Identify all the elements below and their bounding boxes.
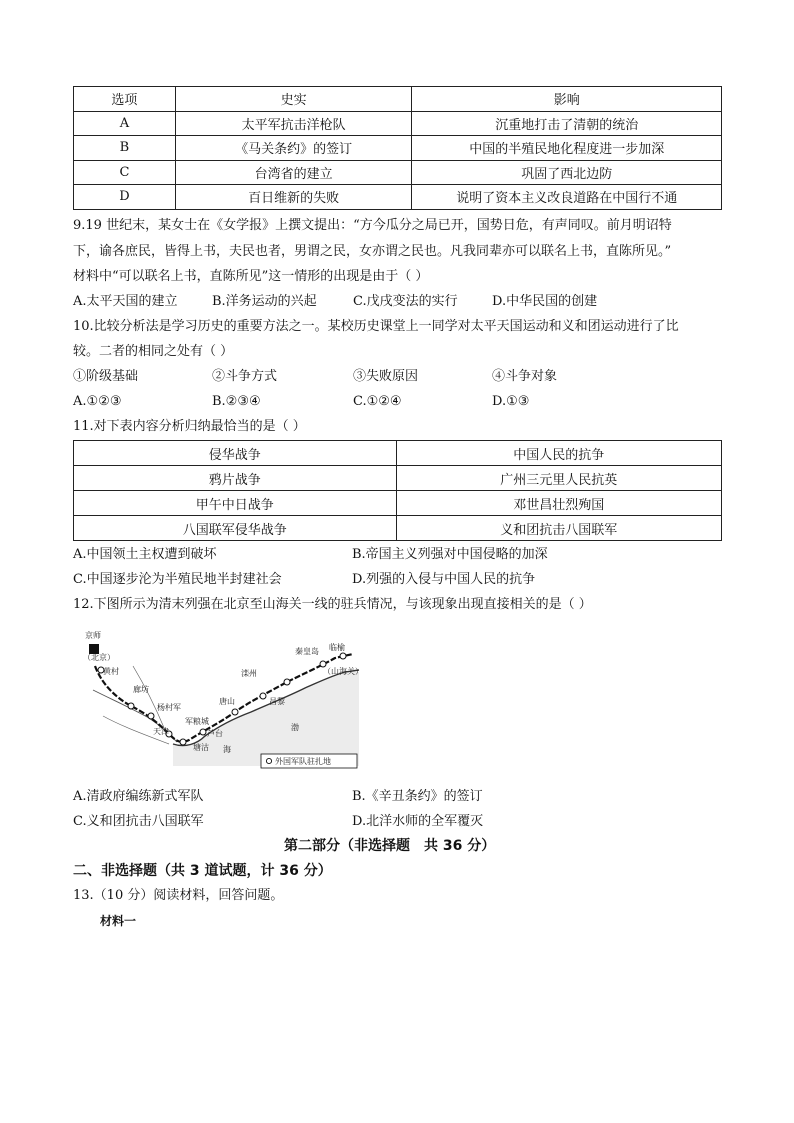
q11-option-d[interactable]: D.列强的入侵与中国人民的抗争 (352, 572, 536, 587)
q10-item: ③失败原因 (353, 369, 419, 384)
q12-stem: 12.下图所示为清末列强在北京至山海关一线的驻兵情况，与该现象出现直接相关的是（ ） (73, 597, 592, 612)
garrison-legend-icon (266, 758, 271, 763)
table-cell: D (74, 185, 176, 210)
map-label: 临榆 (329, 643, 345, 652)
map-label: 昌黎 (269, 697, 285, 706)
q12-option-c[interactable]: C.义和团抗击八国联军 (73, 814, 204, 829)
q12-option-a[interactable]: A.清政府编练新式军队 (73, 789, 204, 804)
table-cell: 甲午中日战争 (74, 491, 397, 516)
table-row (74, 516, 722, 541)
q10-item: ④斗争对象 (492, 369, 558, 384)
q10-stem-line: 10.比较分析法是学习历史的重要方法之一。某校历史课堂上一同学对太平天国运动和义和团运动进行了比 (73, 319, 679, 334)
table-cell: 《马关条约》的签订 (175, 136, 412, 161)
q9-stem-line: 材料中“可以联名上书，直陈所见”这一情形的出现是由于（ ） (73, 269, 429, 284)
q12-option-d[interactable]: D.北洋水师的全军覆灭 (352, 814, 484, 829)
table-cell: 说明了资本主义改良道路在中国行不通 (412, 185, 722, 210)
table-cell: 中国的半殖民地化程度进一步加深 (412, 136, 722, 161)
q10-item: ①阶级基础 (73, 369, 139, 384)
map-label: 秦皇岛 (295, 647, 319, 656)
table-cell: 太平军抗击洋枪队 (175, 111, 412, 136)
map-label: 滦州 (241, 669, 257, 678)
material-label: 材料一 (100, 914, 137, 928)
q9-option-d[interactable]: D.中华民国的创建 (492, 294, 598, 309)
table-row (74, 160, 722, 185)
map-label: 杨村军 (157, 703, 181, 712)
map-label: （山海关） (323, 667, 363, 676)
map-label: 海 (223, 745, 231, 754)
q11-option-a[interactable]: A.中国领土主权遭到破坏 (73, 547, 217, 562)
table-cell: 广州三元里人民抗英 (396, 466, 722, 491)
map-label: 京师 (85, 631, 101, 640)
section-heading: 二、非选择题（共 3 道试题，计 36 分） (73, 863, 332, 879)
q12-option-b[interactable]: B.《辛丑条约》的签订 (352, 789, 483, 804)
map-label: 渤 (291, 723, 299, 732)
table-cell: 沉重地打击了清朝的统治 (412, 111, 722, 136)
q10-stem-line: 较。二者的相同之处有（ ） (73, 344, 234, 359)
options-table (73, 86, 722, 210)
map-label: 天津 (153, 727, 169, 736)
war-resistance-table (73, 440, 722, 541)
map-label: 塘沽 (193, 743, 209, 752)
table-header: 史实 (175, 87, 412, 112)
table-row (74, 466, 722, 491)
map-legend-label: 外国军队驻扎地 (275, 757, 331, 766)
q11-stem: 11.对下表内容分析归纳最恰当的是（ ） (73, 419, 306, 434)
table-header: 影响 (412, 87, 722, 112)
table-header: 选项 (74, 87, 176, 112)
table-cell: 百日维新的失败 (175, 185, 412, 210)
table-row (74, 111, 722, 136)
map-label: 廊坊 (133, 685, 149, 694)
map-label: 唐山 (219, 697, 235, 706)
q9-stem-line: 9.19 世纪末，某女士在《女学报》上撰文提出：“方今瓜分之局已开，国势日危，有声同叹。前月明诏特 (73, 218, 672, 233)
map-label: 黄村 (103, 667, 119, 676)
table-row (74, 136, 722, 161)
q10-option-d[interactable]: D.①③ (492, 394, 530, 409)
table-cell: 中国人民的抗争 (396, 441, 722, 466)
table-cell: C (74, 160, 176, 185)
railway-garrison-map (73, 626, 373, 776)
q10-option-b[interactable]: B.②③④ (212, 394, 261, 409)
table-row (74, 185, 722, 210)
table-cell: A (74, 111, 176, 136)
table-row (74, 491, 722, 516)
table-cell: 巩固了西北边防 (412, 160, 722, 185)
q11-option-c[interactable]: C.中国逐步沦为半殖民地半封建社会 (73, 572, 282, 587)
q9-option-b[interactable]: B.洋务运动的兴起 (212, 294, 317, 309)
q10-item: ②斗争方式 (212, 369, 278, 384)
map-label: 军粮城 (185, 717, 209, 726)
q13-stem: 13.（10 分）阅读材料，回答问题。 (73, 888, 284, 903)
q10-option-a[interactable]: A.①②③ (73, 394, 122, 409)
table-cell: 义和团抗击八国联军 (396, 516, 722, 541)
q9-option-a[interactable]: A.太平天国的建立 (73, 294, 178, 309)
table-cell: 八国联军侵华战争 (74, 516, 397, 541)
q10-option-c[interactable]: C.①②④ (353, 394, 402, 409)
q9-stem-line: 下，谕各庶民，皆得上书，夫民也者，男谓之民，女亦谓之民也。凡我同辈亦可以联名上书，直陈所见。” (73, 244, 672, 259)
map-label: （北京） (83, 653, 115, 662)
q9-option-c[interactable]: C.戊戌变法的实行 (353, 294, 458, 309)
part2-title: 第二部分（非选择题 共 36 分） (284, 838, 496, 854)
q11-option-b[interactable]: B.帝国主义列强对中国侵略的加深 (352, 547, 548, 562)
table-row (74, 441, 722, 466)
table-cell: B (74, 136, 176, 161)
table-cell: 侵华战争 (74, 441, 397, 466)
map-label: 芦台 (207, 729, 223, 738)
table-cell: 鸦片战争 (74, 466, 397, 491)
table-cell: 邓世昌壮烈殉国 (396, 491, 722, 516)
table-cell: 台湾省的建立 (175, 160, 412, 185)
table-header-row (74, 87, 722, 112)
